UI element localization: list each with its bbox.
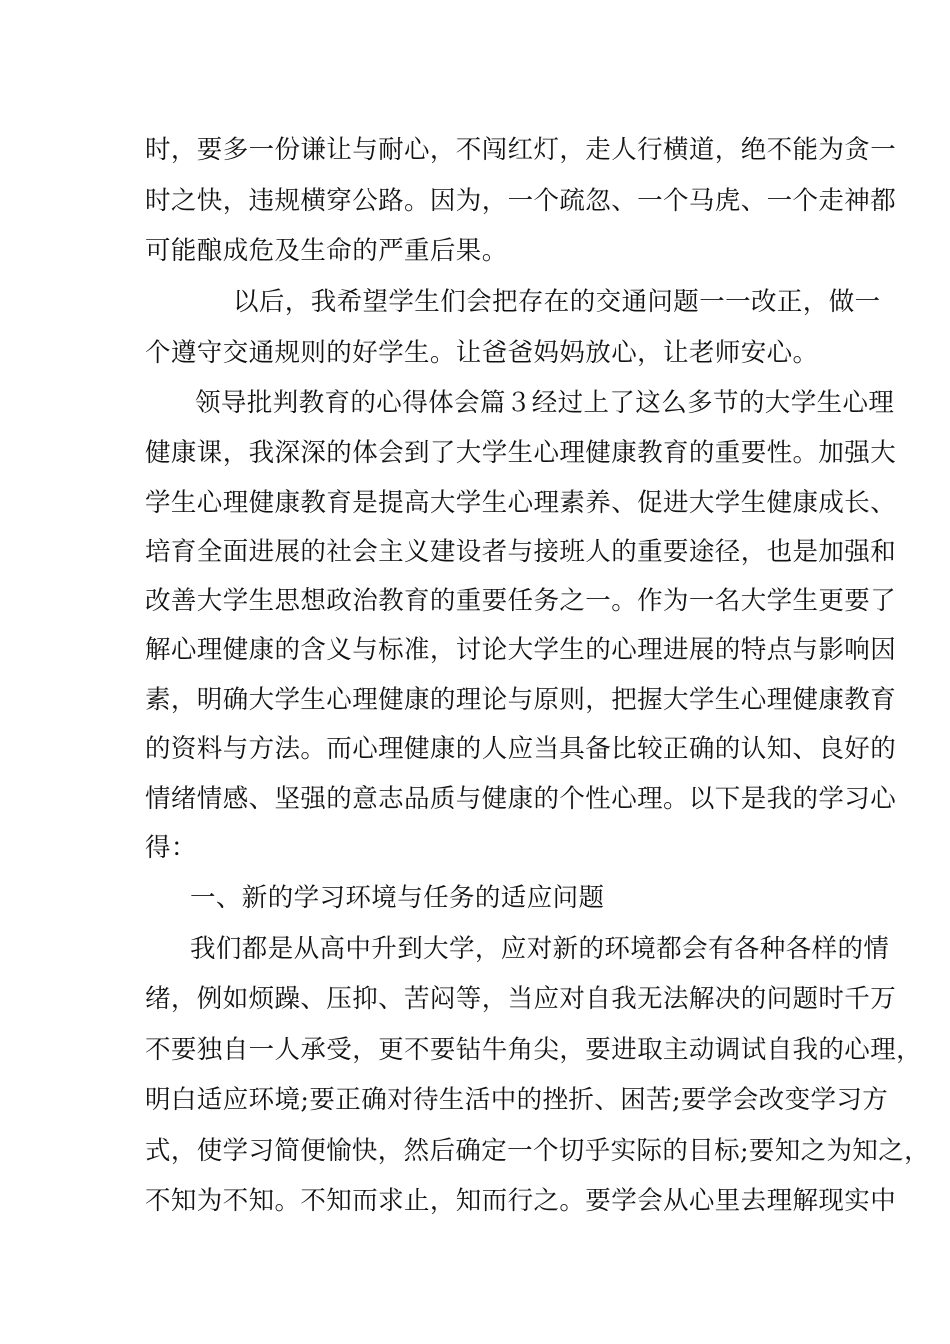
text-line: 我们都是从高中升到大学，应对新的环境都会有各种各样的情 [190,934,890,964]
text-line: 不要独自一人承受，更不要钻牛角尖，要进取主动调试自我的心理， [145,1035,923,1065]
text-line: 可能酿成危及生命的严重后果。 [145,236,508,266]
section-heading: 一、新的学习环境与任务的适应问题 [190,883,605,913]
text-line: 解心理健康的含义与标准，讨论大学生的心理进展的特点与影响因 [145,635,897,665]
text-line: 领导批判教育的心得体会篇３经过上了这么多节的大学生心理 [195,388,895,418]
text-line: 学生心理健康教育是提高大学生心理素养、促进大学生健康成长、 [145,488,897,518]
text-line: 改善大学生思想政治教育的重要任务之一。作为一名大学生更要了 [145,586,897,616]
text-line: 式，使学习简便愉快，然后确定一个切乎实际的目标;要知之为知之， [145,1136,930,1166]
text-line: 素，明确大学生心理健康的理论与原则，把握大学生心理健康教育 [145,685,897,715]
text-line: 培育全面进展的社会主义建设者与接班人的重要途径，也是加强和 [145,537,897,567]
text-line: 时，要多一份谦让与耐心，不闯红灯，走人行横道，绝不能为贪一 [145,135,897,165]
text-line: 情绪情感、坚强的意志品质与健康的个性心理。以下是我的学习心 [145,784,897,814]
text-line: 以后，我希望学生们会把存在的交通问题一一改正，做一 [233,287,881,317]
text-line: 明白适应环境;要正确对待生活中的挫折、困苦;要学会改变学习方 [145,1085,889,1115]
text-line: 得： [145,833,197,863]
text-line: 健康课，我深深的体会到了大学生心理健康教育的重要性。加强大 [145,438,897,468]
text-line: 的资料与方法。而心理健康的人应当具备比较正确的认知、良好的 [145,734,897,764]
text-line: 时之快，违规横穿公路。因为，一个疏忽、一个马虎、一个走神都 [145,186,897,216]
text-line: 绪，例如烦躁、压抑、苦闷等，当应对自我无法解决的问题时千万 [145,984,897,1014]
text-line: 个遵守交通规则的好学生。让爸爸妈妈放心，让老师安心。 [145,338,819,368]
text-line: 不知为不知。不知而求止，知而行之。要学会从心里去理解现实中 [145,1186,897,1216]
